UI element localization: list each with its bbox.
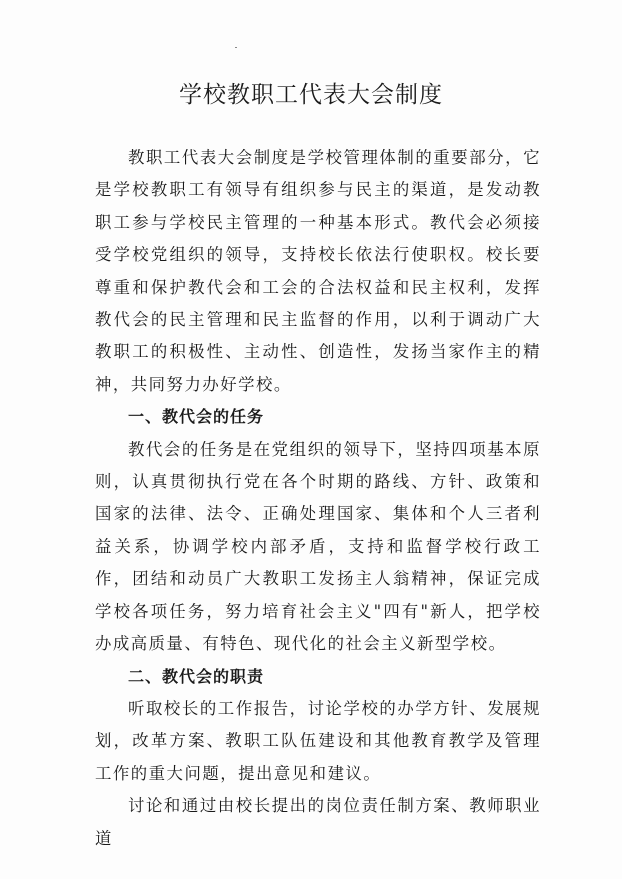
section-heading-duties: 二、教代会的职责 [128,666,265,686]
document-body [95,142,541,855]
section-heading-tasks: 一、教代会的任务 [128,407,265,427]
intro-paragraph: 教职工代表大会制度是学校管理体制的重要部分，它是学校教职工有领导有组织参与民主的渠道，是发动教职工参与学校民主管理的一种基本形式。教代会必须接受学校党组织的领导，支持校长依法行使职权。校长要尊重和保护教代会和工会的合法权益和民主权利，发挥教代会的民主管理和民主监督的作用，以利于调动广大教职工的积极性、主动性、创造性，发扬当家作主的精神，共同努力办好学校。 [95,148,541,394]
tasks-paragraph: 教代会的任务是在党组织的领导下，坚持四项基本原则，认真贯彻执行党在各个时期的路线、方针、政策和国家的法律、法令、正确处理国家、集体和个人三者利益关系，协调学校内部矛盾，支持和监督学校行政工作，团结和动员广大教职工发扬主人翁精神，保证完成学校各项任务，努力培育社会主义"四有"新人，把学校办成高质量、有特色、现代化的社会主义新型学校。 [95,439,541,654]
duties-paragraph-2: 讨论和通过由校长提出的岗位责任制方案、教师职业道 [95,796,541,848]
document-title: 学校教职工代表大会制度 [179,82,443,108]
scan-speck [235,47,237,48]
duties-paragraph-1: 听取校长的工作报告，讨论学校的办学方针、发展规划，改革方案、教职工队伍建设和其他教育教学及管理工作的重大问题，提出意见和建议。 [95,698,541,783]
